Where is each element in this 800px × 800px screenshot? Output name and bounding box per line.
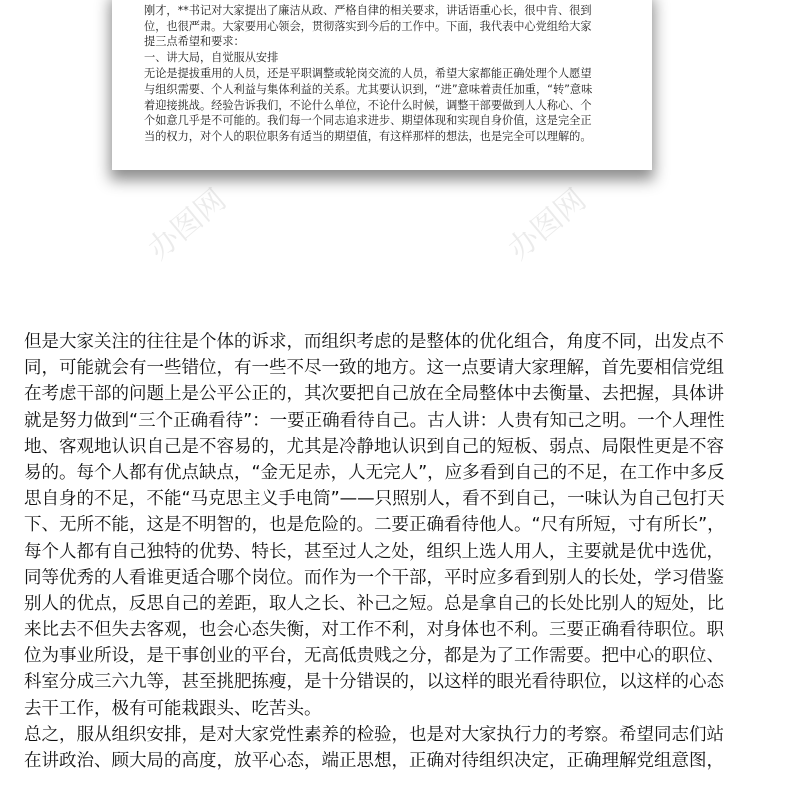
preview-heading: 一、讲大局，自觉服从安排: [144, 51, 279, 65]
preview-line: 提三点希望和要求：: [144, 35, 245, 49]
watermark-2: 办图网: [501, 182, 593, 268]
body-line: 位为事业所设，是干事创业的平台，无高低贵贱之分，都是为了工作需要。把中心的职位、: [24, 646, 724, 667]
preview-line: 刚才，**书记对大家提出了廉洁从政、严格自律的相关要求，讲话语重心长，很中肯、很到: [144, 3, 592, 17]
body-line: 来比去不但失去客观，也会心态失衡，对工作不利，对身体也不利。三要正确看待职位。职: [24, 620, 724, 641]
preview-line: 当的权力，对个人的职位职务有适当的期望值，有这样那样的想法，也是完全可以理解的。: [144, 130, 592, 144]
preview-line: 着迎接挑战。经验告诉我们，不论什么单位，不论什么时候，调整干部要做到人人称心、个: [144, 98, 592, 112]
body-line: 地、客观地认识自己是不容易的，尤其是冷静地认识到自己的短板、弱点、局限性更是不容: [24, 436, 724, 457]
body-line: 但是大家关注的往往是个体的诉求，而组织考虑的是整体的优化组合，角度不同，出发点不: [24, 332, 724, 352]
body-line: 思自身的不足，不能“马克思主义手电筒”——只照别人，看不到自己，一味认为自己包打天: [24, 489, 725, 510]
preview-line: 个如意几乎是不可能的。我们每一个同志追求进步、期望体现和实现自身价值，这是完全正: [144, 114, 592, 128]
body-line: 易的。每个人都有优点缺点，“金无足赤，人无完人”，应多看到自己的不足，在工作中多反: [24, 462, 725, 483]
body-line: 同等优秀的人看谁更适合哪个岗位。而作为一个干部，平时应多看到别人的长处，学习借鉴: [24, 567, 724, 588]
body-line: 同，可能就会有一些错位，有一些不尽一致的地方。这一点要请大家理解，首先要相信党组: [24, 358, 724, 379]
preview-line: 与组织需要、个人利益与集体利益的关系。尤其要认识到，“进”意味着责任加重，“转”意味: [144, 82, 593, 96]
body-line: 科室分成三六九等，甚至挑肥拣瘦，是十分错误的，以这样的眼光看待职位，以这样的心态: [24, 672, 724, 693]
body-line: 总之，服从组织安排，是对大家党性素养的检验，也是对大家执行力的考察。希望同志们站: [24, 724, 724, 745]
body-line: 去干工作，极有可能栽跟头、吃苦头。: [24, 698, 322, 719]
preview-line: 位，也很严肃。大家要用心领会，贯彻落实到今后的工作中。下面，我代表中心党组给大家: [144, 19, 592, 33]
body-line: 在讲政治、顾大局的高度，放平心态，端正思想，正确对待组织决定，正确理解党组意图，: [24, 751, 724, 771]
document-preview-card: [112, 0, 652, 170]
body-line: 就是努力做到“三个正确看待”：一要正确看待自己。古人讲：人贵有知己之明。一个人理性: [24, 410, 725, 431]
body-line: 别人的优点，反思自己的差距，取人之长、补己之短。总是拿自己的长处比别人的短处，比: [24, 593, 724, 614]
body-line: 下、无所不能，这是不明智的，也是危险的。二要正确看待他人。“尺有所短，寸有所长”，: [24, 515, 725, 536]
main-body-text: [24, 329, 780, 774]
watermark-1: 办图网: [141, 182, 233, 268]
body-line: 每个人都有自己独特的优势、特长，甚至过人之处，组织上选人用人，主要就是优中选优，: [24, 541, 724, 562]
body-line: 在考虑干部的问题上是公平公正的，其次要把自己放在全局整体中去衡量、去把握，具体讲: [24, 384, 724, 405]
preview-line: 无论是提拔重用的人员，还是平职调整或轮岗交流的人员，希望大家都能正确处理个人愿望: [144, 66, 592, 80]
